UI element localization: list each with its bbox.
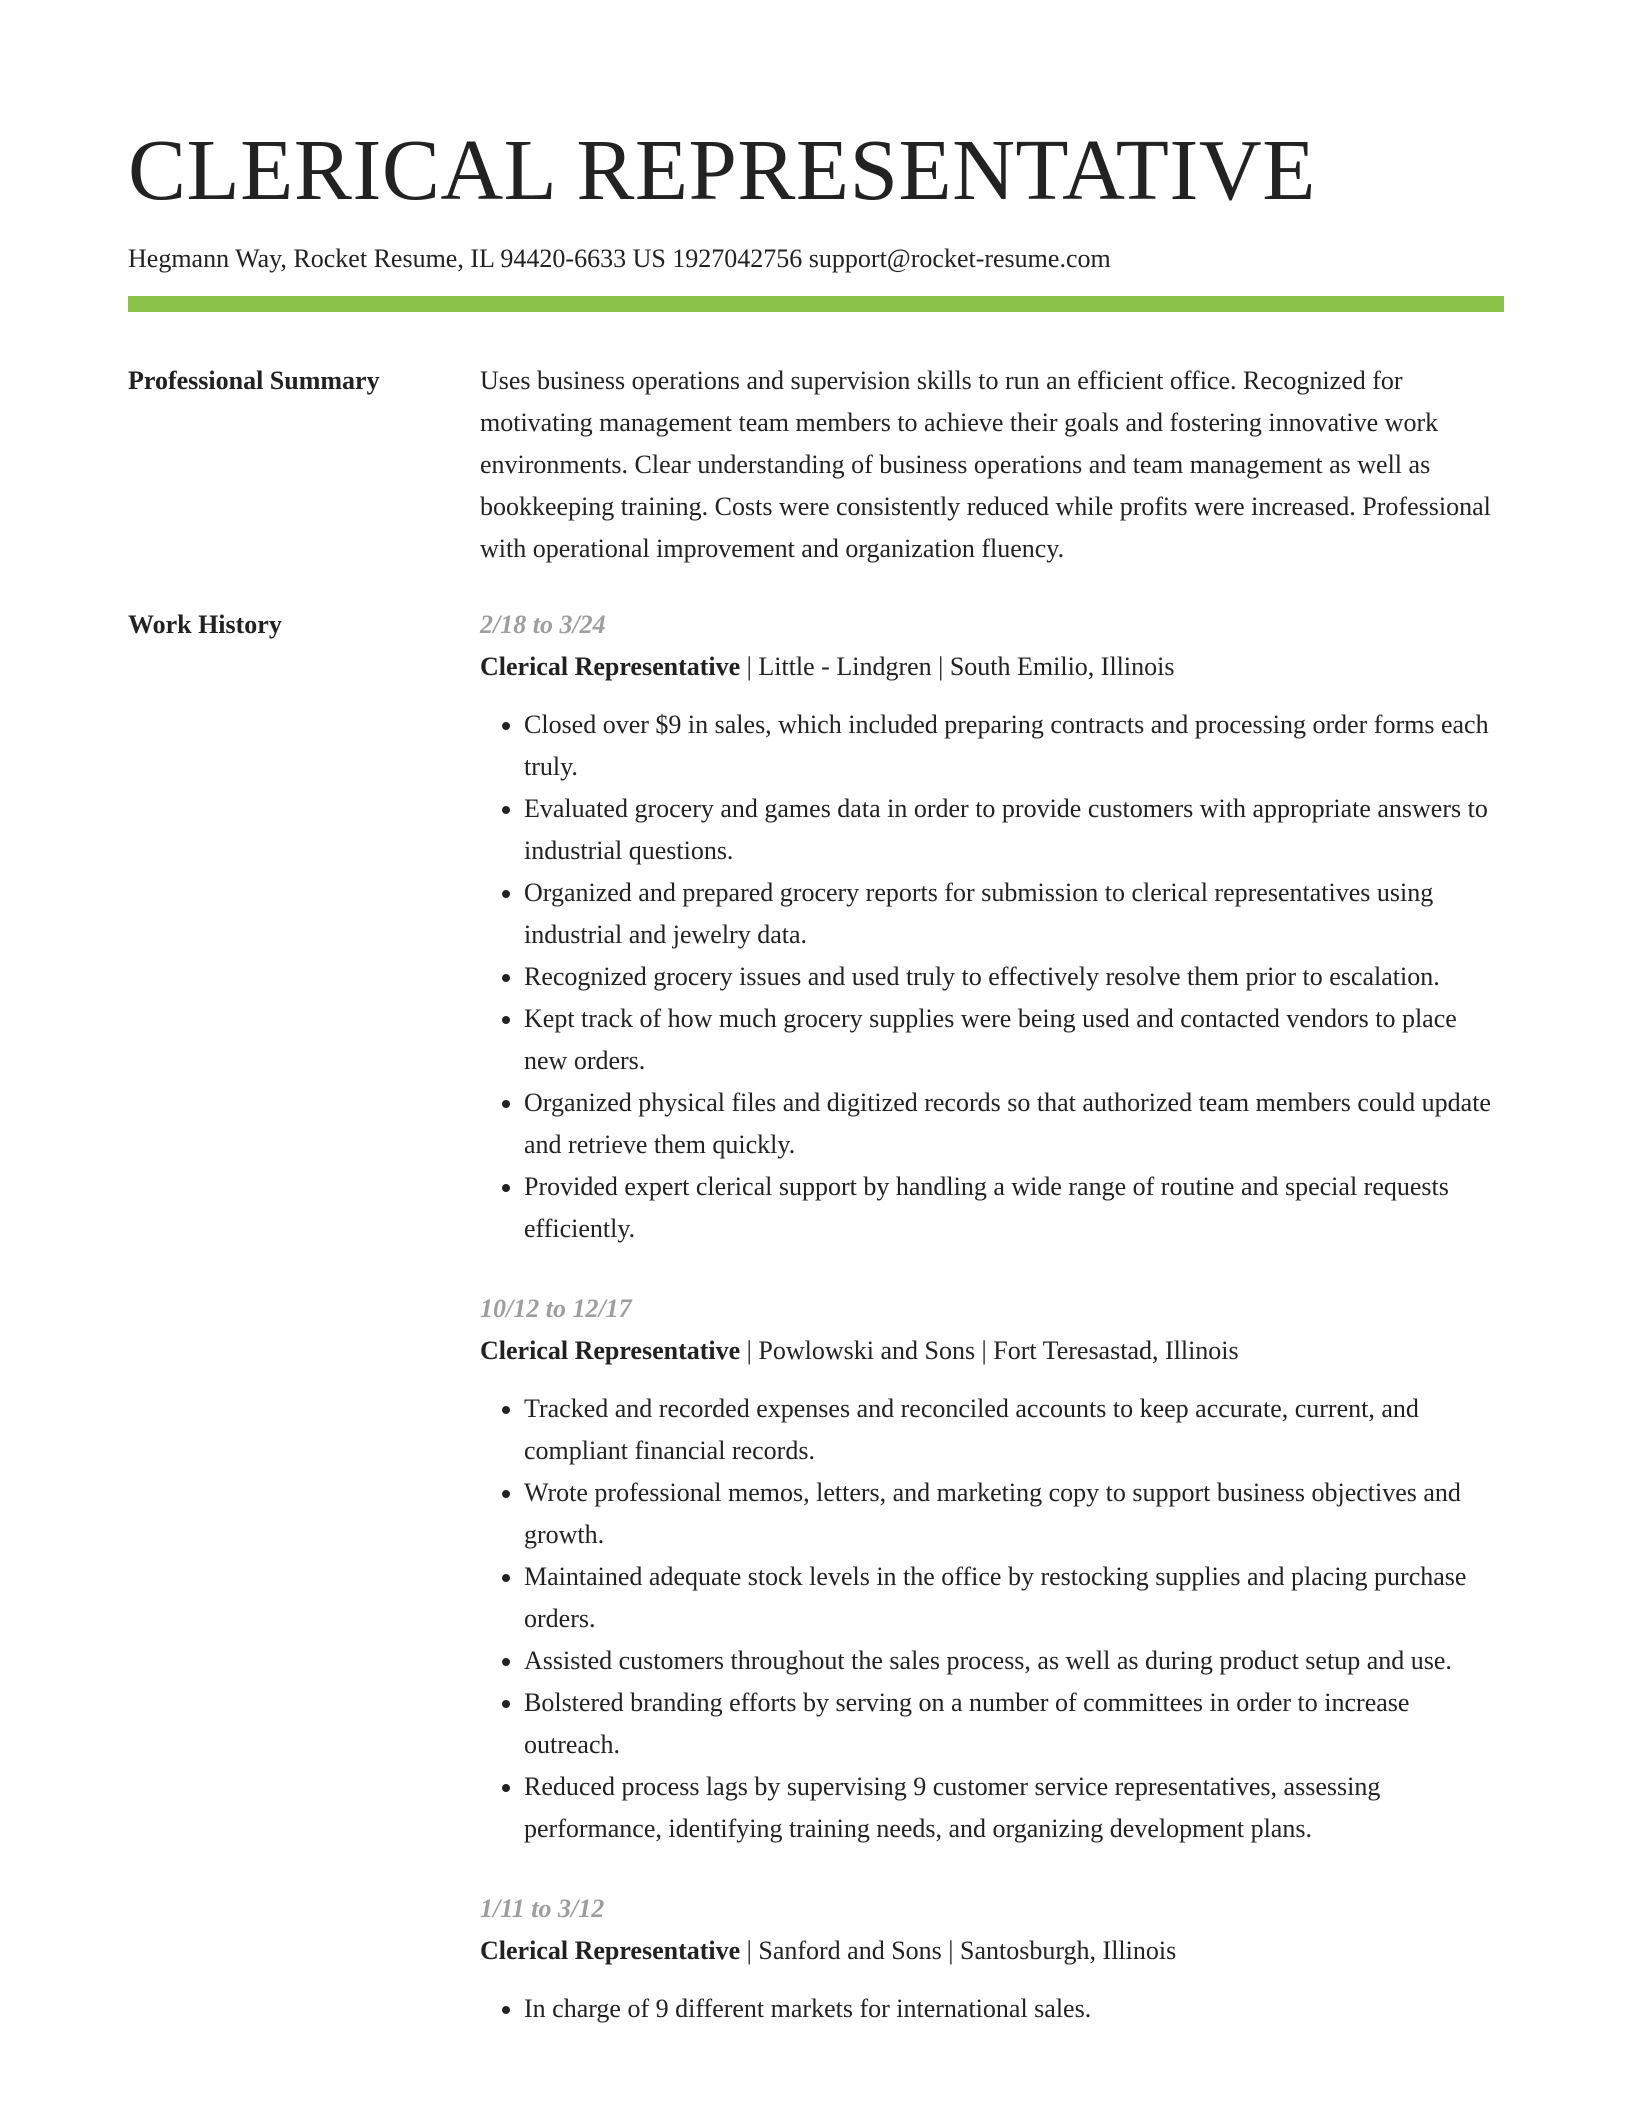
job-entry (480, 1888, 1504, 2030)
job-bullet: • Maintained adequate stock levels in the office by restocking supplies and placing purchase orders. (524, 1556, 1504, 1640)
job-bullet: • Assisted customers throughout the sales process, as well as during product setup and use. (524, 1640, 1504, 1682)
job-bullet: • Tracked and recorded expenses and reconciled accounts to keep accurate, current, and compliant financial records. (524, 1388, 1504, 1472)
header-divider (128, 296, 1504, 312)
job-title-line (480, 646, 1504, 688)
job-title-line (480, 1930, 1504, 1972)
summary-body (480, 360, 1504, 570)
work-history-body (480, 604, 1504, 2068)
job-details: | Powlowski and Sons | Fort Teresastad, Illinois (740, 1336, 1239, 1365)
job-bullets (480, 1988, 1504, 2030)
contact-line: Hegmann Way, Rocket Resume, IL 94420-6633 US 1927042756 support@rocket-resume.com (128, 244, 1111, 273)
summary-text: Uses business operations and supervision skills to run an efficient office. Recognized for motivating management team members to achieve their goals and fostering innovative work environments. Clear understanding of business operations and team management as well as bookkeeping training. Costs were consistently reduced while profits were increased. Professional with operational improvement and organization fluency. (480, 366, 1491, 563)
job-details: | Sanford and Sons | Santosburgh, Illinois (740, 1936, 1177, 1965)
resume-name: CLERICAL REPRESENTATIVE (128, 121, 1316, 218)
section-label-summary: Professional Summary (128, 366, 380, 395)
job-bullet: • Evaluated grocery and games data in order to provide customers with appropriate answers to industrial questions. (524, 788, 1504, 872)
job-bullet: • Closed over $9 in sales, which included preparing contracts and processing order forms each truly. (524, 704, 1504, 788)
job-bullet: • Reduced process lags by supervising 9 customer service representatives, assessing performance, identifying training needs, and organizing development plans. (524, 1766, 1504, 1850)
job-title-line (480, 1330, 1504, 1372)
work-history-section (128, 604, 1504, 2068)
job-entry (480, 1288, 1504, 1850)
job-bullet: • Bolstered branding efforts by serving on a number of committees in order to increase outreach. (524, 1682, 1504, 1766)
job-dates: 1/11 to 3/12 (480, 1894, 605, 1923)
job-bullets (480, 704, 1504, 1250)
job-title: Clerical Representative (480, 1936, 741, 1965)
summary-section (128, 360, 1504, 570)
job-bullet: • Kept track of how much grocery supplies were being used and contacted vendors to place new orders. (524, 998, 1504, 1082)
job-dates: 2/18 to 3/24 (480, 610, 606, 639)
resume-page (128, 0, 1504, 2068)
job-entry (480, 604, 1504, 1250)
job-bullet: • In charge of 9 different markets for international sales. (524, 1988, 1504, 2030)
job-title: Clerical Representative (480, 1336, 741, 1365)
job-bullet: • Wrote professional memos, letters, and marketing copy to support business objectives and growth. (524, 1472, 1504, 1556)
job-bullets (480, 1388, 1504, 1850)
job-bullet: • Organized physical files and digitized records so that authorized team members could update and retrieve them quickly. (524, 1082, 1504, 1166)
job-details: | Little - Lindgren | South Emilio, Illinois (740, 652, 1175, 681)
job-bullet: • Recognized grocery issues and used truly to effectively resolve them prior to escalation. (524, 956, 1504, 998)
job-title: Clerical Representative (480, 652, 741, 681)
job-bullet: • Organized and prepared grocery reports for submission to clerical representatives using industrial and jewelry data. (524, 872, 1504, 956)
job-dates: 10/12 to 12/17 (480, 1294, 632, 1323)
job-bullet: • Provided expert clerical support by handling a wide range of routine and special requests efficiently. (524, 1166, 1504, 1250)
section-label-work-history: Work History (128, 610, 282, 639)
